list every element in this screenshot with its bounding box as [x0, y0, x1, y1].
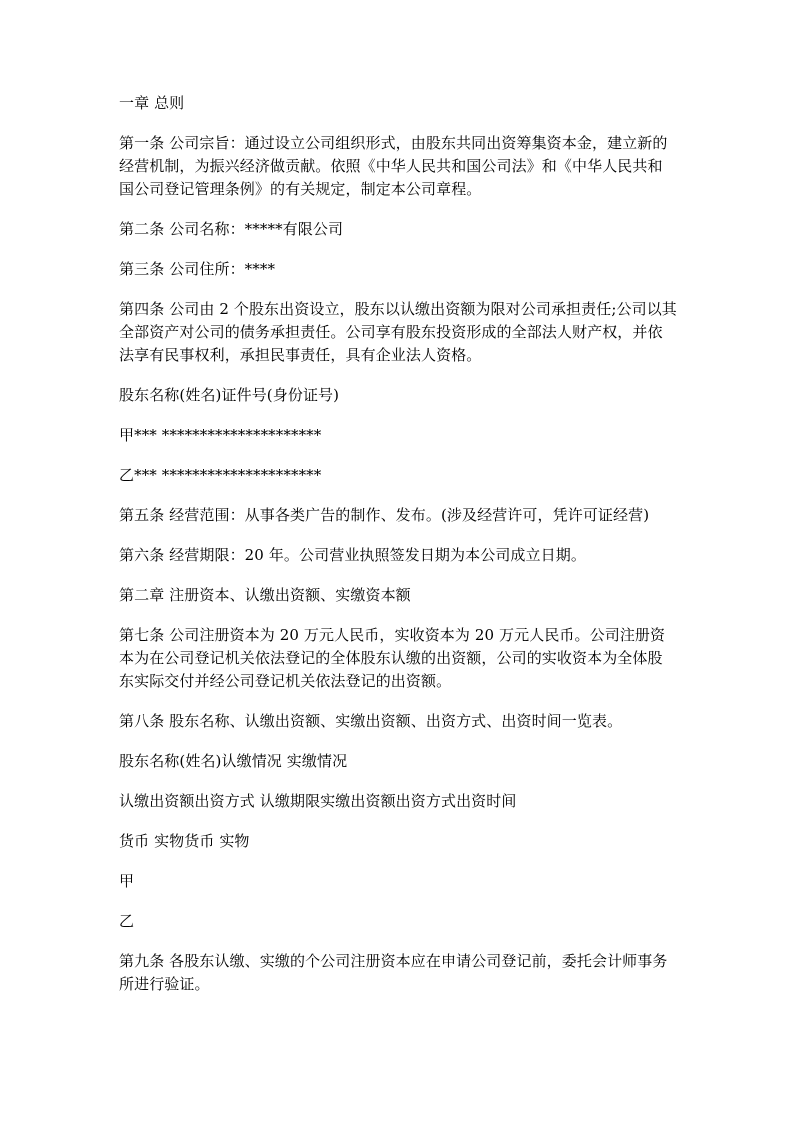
- contribution-table-header: 股东名称(姓名)认缴情况 实缴情况: [119, 752, 348, 770]
- shareholder-b-row: 乙*** *********************: [119, 466, 322, 484]
- article-4-shareholders-liability: 第四条 公司由 2 个股东出资设立，股东以认缴出资额为限对公司承担责任;公司以其全部资产对公司的债务承担责任。公司享有股东投资形成的全部法人财产权，并依法享有民事权利，承担民事责任，具有企业法人资格。: [119, 300, 677, 364]
- contribution-method-row: 货币 实物货币 实物: [119, 832, 250, 850]
- article-3-company-address: 第三条 公司住所：****: [119, 260, 276, 278]
- article-9-capital-verification: 第九条 各股东认缴、实缴的个公司注册资本应在申请公司登记前，委托会计师事务所进行验证。: [119, 952, 668, 993]
- article-5-business-scope: 第五条 经营范围：从事各类广告的制作、发布。(涉及经营许可，凭许可证经营): [119, 506, 650, 524]
- chapter-heading-general: 一章 总则: [119, 94, 185, 112]
- article-7-registered-capital: 第七条 公司注册资本为 20 万元人民币，实收资本为 20 万元人民币。公司注册资本为在公司登记机关依法登记的全体股东认缴的出资额，公司的实收资本为全体股东实际交付并经公司登记机关依法登记的出资额。: [119, 626, 666, 690]
- contribution-row-b: 乙: [119, 912, 135, 930]
- shareholder-id-header: 股东名称(姓名)证件号(身份证号): [119, 386, 340, 404]
- contribution-table-subheader: 认缴出资额出资方式 认缴期限实缴出资额出资方式出资时间: [119, 792, 517, 810]
- article-6-business-term: 第六条 经营期限：20 年。公司营业执照签发日期为本公司成立日期。: [119, 546, 586, 564]
- document-body: [119, 92, 677, 1013]
- article-2-company-name: 第二条 公司名称：*****有限公司: [119, 220, 344, 238]
- contribution-row-a: 甲: [119, 872, 135, 890]
- chapter-heading-capital: 第二章 注册资本、认缴出资额、实缴资本额: [119, 586, 411, 604]
- article-1-purpose: 第一条 公司宗旨：通过设立公司组织形式，由股东共同出资筹集资本金，建立新的经营机制，为振兴经济做贡献。依照《中华人民共和国公司法》和《中华人民共和国公司登记管理条例》的有关规定，制定本公司章程。: [119, 134, 668, 198]
- shareholder-a-row: 甲*** *********************: [119, 426, 322, 444]
- article-8-contribution-table: 第八条 股东名称、认缴出资额、实缴出资额、出资方式、出资时间一览表。: [119, 712, 623, 730]
